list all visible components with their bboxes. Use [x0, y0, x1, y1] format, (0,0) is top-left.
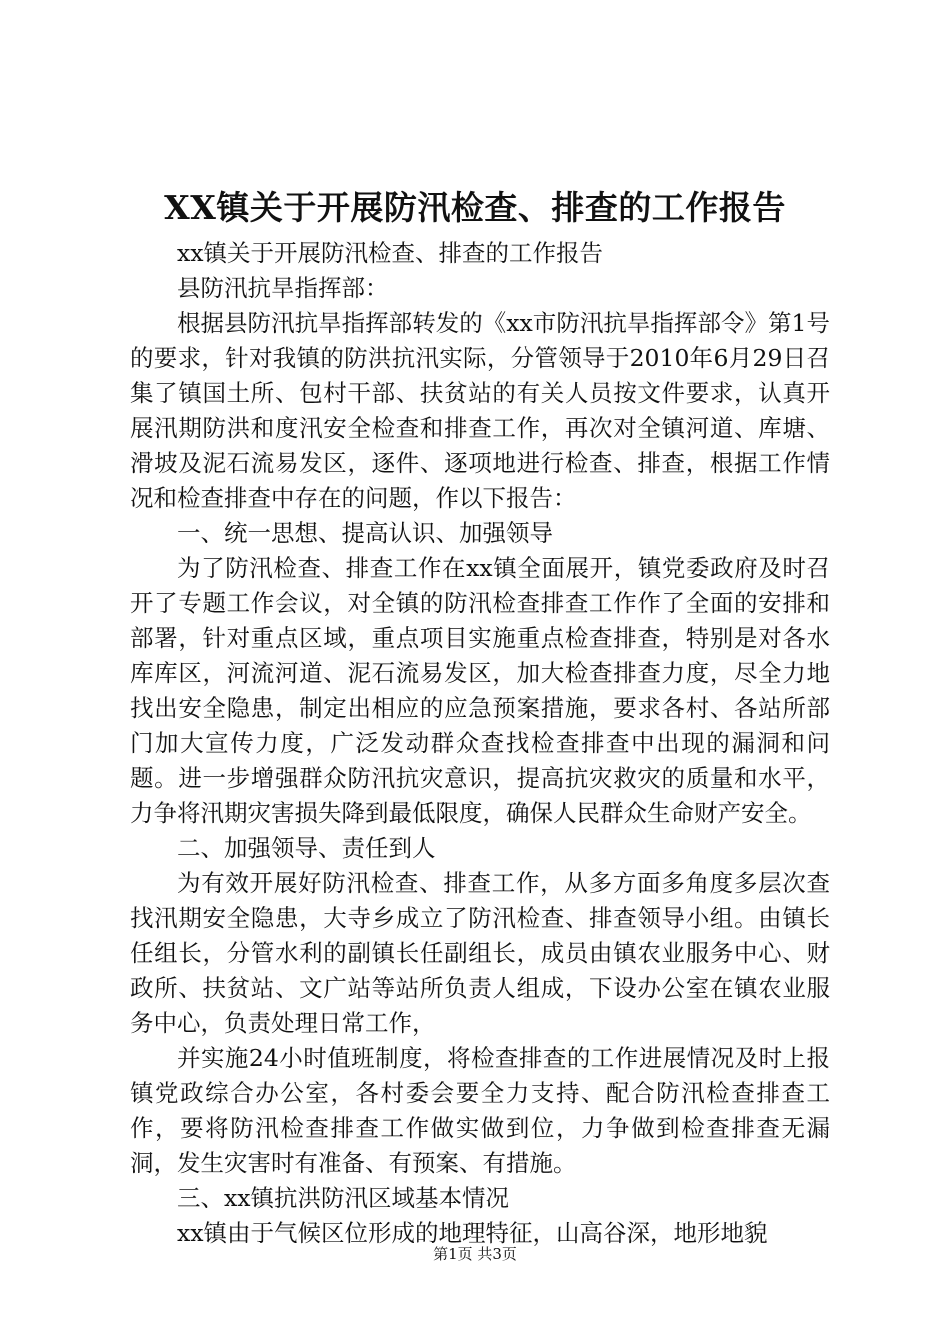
section-heading-3: 三、xx镇抗洪防汛区域基本情况: [177, 1184, 510, 1212]
paragraph-intro: 根据县防汛抗旱指挥部转发的《xx市防汛抗旱指挥部令》第1号的要求，针对我镇的防洪抗汛实际，分管领导于2010年6月29日召集了镇国土所、包村干部、扶贫站的有关人员按文件要求，认真开展汛期防洪和度汛安全检查和排查工作，再次对全镇河道、库塘、滑坡及泥石流易发区，逐件、逐项地进行检查、排查，根据工作情况和检查排查中存在的问题，作以下报告：: [130, 309, 830, 512]
page-number-footer: 第1页 共3页: [433, 1245, 517, 1263]
paragraph-section-2b: 并实施24小时值班制度，将检查排查的工作进展情况及时上报镇党政综合办公室，各村委会要全力支持、配合防汛检查排查工作，要将防汛检查排查工作做实做到位，力争做到检查排查无漏洞，发生灾害时有准备、有预案、有措施。: [130, 1044, 830, 1177]
paragraph-section-1: 为了防汛检查、排查工作在xx镇全面展开，镇党委政府及时召开了专题工作会议，对全镇的防汛检查排查工作作了全面的安排和部署，针对重点区域，重点项目实施重点检查排查，特别是对各水库库区，河流河道、泥石流易发区，加大检查排查力度，尽全力地找出安全隐患，制定出相应的应急预案措施，要求各村、各站所部门加大宣传力度，广泛发动群众查找检查排查中出现的漏洞和问题。进一步增强群众防汛抗灾意识，提高抗灾救灾的质量和水平，力争将汛期灾害损失降到最低限度，确保人民群众生命财产安全。: [130, 554, 830, 827]
paragraph-addressee: 县防汛抗旱指挥部：: [177, 274, 389, 302]
document-title: XX镇关于开展防汛检查、排查的工作报告: [164, 188, 786, 227]
section-heading-2: 二、加强领导、责任到人: [177, 834, 436, 862]
paragraph-subtitle: xx镇关于开展防汛检查、排查的工作报告: [177, 239, 604, 267]
paragraph-section-3: xx镇由于气候区位形成的地理特征，山高谷深，地形地貌: [177, 1219, 768, 1247]
paragraph-section-2a: 为有效开展好防汛检查、排查工作，从多方面多角度多层次查找汛期安全隐患，大寺乡成立了防汛检查、排查领导小组。由镇长任组长，分管水利的副镇长任副组长，成员由镇农业服务中心、财政所、扶贫站、文广站等站所负责人组成，下设办公室在镇农业服务中心，负责处理日常工作，: [130, 869, 830, 1037]
document-body: [130, 236, 830, 1251]
section-heading-1: 一、统一思想、提高认识、加强领导: [177, 519, 553, 547]
